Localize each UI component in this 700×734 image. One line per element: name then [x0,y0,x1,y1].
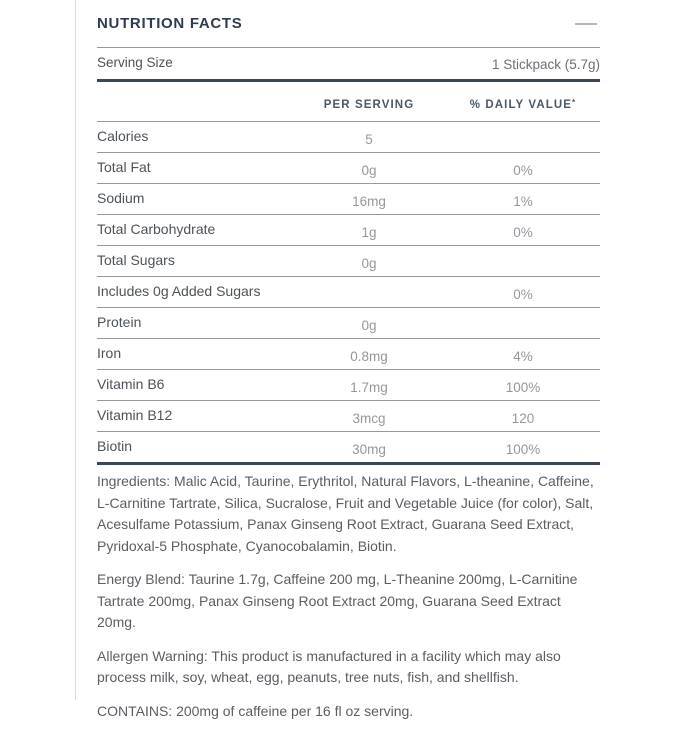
table-row [97,152,600,183]
daily-value-percent [446,246,600,276]
nutrient-label: Includes 0g Added Sugars [97,283,261,299]
nutrient-label: Biotin [97,438,133,454]
serving-size-label: Serving Size [97,55,173,70]
per-serving-value: 1g [361,225,377,240]
per-serving-value: 0g [361,256,377,271]
per-serving-value: 5 [365,132,373,147]
daily-value-percent: 0% [513,225,533,240]
daily-value-percent [446,308,600,338]
per-serving-value: 1.7mg [350,380,388,395]
nutrient-label: Total Sugars [97,252,175,268]
info-paragraph: Allergen Warning: This product is manufactured in a facility which may also process milk, soy, wheat, egg, peanuts, tree nuts, fish, and shellfish. [97,647,561,685]
nutrient-label: Total Fat [97,159,151,175]
nutrient-label: Iron [97,345,122,361]
per-serving-column-header: PER SERVING [323,99,415,111]
serving-size-row [97,48,600,79]
per-serving-value: 0g [361,163,377,178]
daily-value-column-header: % DAILY VALUE* [469,98,577,111]
per-serving-value: 16mg [352,194,386,209]
table-row [97,276,600,307]
table-row [97,369,600,400]
info-paragraph: Ingredients: Malic Acid, Taurine, Erythritol, Natural Flavors, L-theanine, Caffeine, L-Carnitine Tartrate, Silica, Sucralose, Fruit and Vegetable Juice (for color), Salt, Acesulfame Potassium, Panax Ginseng Root Extract, Guarana Seed Extract, Pyridoxal-5 Phosphate, Cyanocobalamin, Biotin. [97,473,594,554]
info-paragraph: CONTAINS: 200mg of caffeine per 16 fl oz serving. [97,702,414,719]
daily-value-percent: 120 [511,411,535,426]
empty-header-cell [97,82,292,121]
nutrient-label: Total Carbohydrate [97,221,216,237]
table-row [97,121,600,152]
per-serving-value: 0.8mg [350,349,388,364]
table-row [97,214,600,245]
nutrient-label: Vitamin B6 [97,376,165,392]
nutrition-table [97,121,600,462]
daily-value-percent: 4% [513,349,533,364]
daily-value-percent: 100% [505,442,541,457]
nutrient-label: Calories [97,128,149,144]
nutrient-label: Sodium [97,190,145,206]
table-row [97,338,600,369]
daily-value-percent: 1% [513,194,533,209]
table-row [97,307,600,338]
nutrient-label: Protein [97,314,142,330]
panel-title: NUTRITION FACTS [97,15,243,32]
accordion-header[interactable] [97,0,600,48]
per-serving-value: 30mg [352,442,386,457]
table-row [97,431,600,462]
table-row [97,245,600,276]
collapse-minus-icon[interactable] [575,23,597,25]
table-row [97,400,600,431]
info-paragraphs [97,465,600,722]
daily-value-percent: 0% [513,163,533,178]
daily-value-asterisk: * [572,98,577,107]
daily-value-percent [446,122,600,152]
per-serving-value: 3mcg [352,411,386,426]
daily-value-percent: 100% [505,380,541,395]
daily-value-percent: 0% [513,287,533,302]
per-serving-value: 0g [361,318,377,333]
serving-size-value: 1 Stickpack (5.7g) [491,57,600,72]
nutrient-label: Vitamin B12 [97,407,173,423]
info-paragraph: Energy Blend: Taurine 1.7g, Caffeine 200 mg, L-Theanine 200mg, L-Carnitine Tartrate 200mg, Panax Ginseng Root Extract 20mg, Guarana Seed Extract 20mg. [97,571,578,630]
left-divider-line [75,0,76,700]
nutrition-facts-panel [97,0,600,734]
table-row [97,183,600,214]
table-column-headers [97,82,600,121]
per-serving-value [292,277,446,307]
